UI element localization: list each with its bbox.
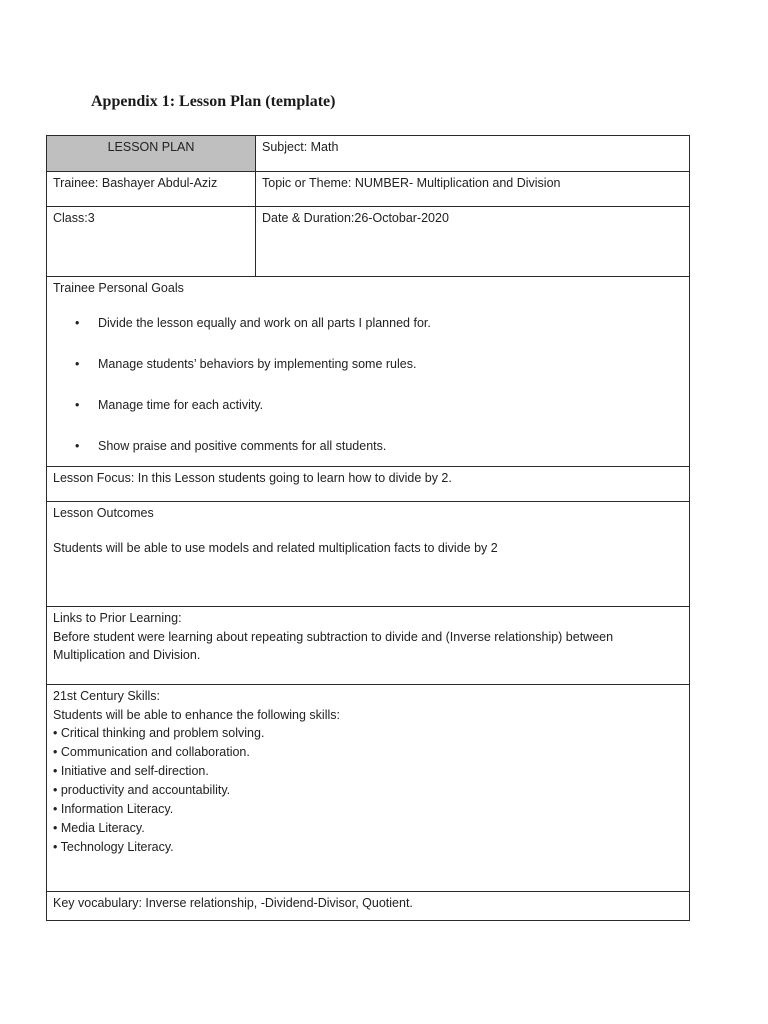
prior-learning-row (47, 607, 690, 685)
focus-row (47, 467, 690, 502)
header-row (47, 136, 690, 172)
subject-cell: Subject: Math (256, 136, 690, 172)
list-item: • Manage time for each activity. (53, 396, 683, 415)
vocabulary-row (47, 892, 690, 921)
lesson-outcomes-text: Students will be able to use models and related multiplication facts to divide by 2 (53, 540, 498, 555)
trainee-cell: Trainee: Bashayer Abdul-Aziz (47, 172, 256, 207)
prior-learning-heading: Links to Prior Learning: (53, 611, 182, 625)
prior-learning-text: Before student were learning about repeating subtraction to divide and (Inverse relationship) between Multiplication and Division. (53, 629, 614, 662)
list-item: • Communication and collaboration. (53, 745, 250, 759)
personal-goals-cell (47, 277, 690, 467)
lesson-focus-cell: Lesson Focus: In this Lesson students going to learn how to divide by 2. (47, 467, 690, 502)
lesson-plan-table (46, 135, 690, 921)
personal-goals-list (53, 314, 683, 456)
lesson-outcomes-heading: Lesson Outcomes (53, 506, 154, 520)
document-title: Appendix 1: Lesson Plan (template) (91, 93, 336, 110)
list-item: • Show praise and positive comments for all students. (53, 437, 683, 456)
bullet-icon: • (75, 438, 80, 453)
bullet-icon: • (75, 397, 80, 412)
list-item: • productivity and accountability. (53, 783, 231, 797)
class-row (47, 207, 690, 277)
century-skills-cell (47, 685, 690, 892)
bullet-icon: • (75, 315, 80, 330)
trainee-row (47, 172, 690, 207)
goals-row (47, 277, 690, 467)
topic-cell: Topic or Theme: NUMBER- Multiplication and Division (256, 172, 690, 207)
list-item: • Information Literacy. (53, 802, 174, 816)
century-skills-intro: Students will be able to enhance the following skills: (53, 707, 340, 722)
century-skills-list (53, 724, 683, 857)
class-cell: Class:3 (47, 207, 256, 277)
list-item: • Divide the lesson equally and work on all parts I planned for. (53, 314, 683, 333)
key-vocabulary-cell: Key vocabulary: Inverse relationship, -Dividend-Divisor, Quotient. (47, 892, 690, 921)
lesson-outcomes-cell (47, 502, 690, 607)
date-duration-cell: Date & Duration:26-Octobar-2020 (256, 207, 690, 277)
list-item: • Initiative and self-direction. (53, 764, 209, 778)
lesson-plan-header-cell: LESSON PLAN (47, 136, 256, 172)
list-item: • Critical thinking and problem solving. (53, 726, 265, 740)
list-item: • Media Literacy. (53, 821, 145, 835)
outcomes-row (47, 502, 690, 607)
prior-learning-cell (47, 607, 690, 685)
list-item: • Technology Literacy. (53, 840, 174, 854)
skills-row (47, 685, 690, 892)
century-skills-heading: 21st Century Skills: (53, 689, 160, 703)
bullet-icon: • (75, 356, 80, 371)
list-item: • Manage students’ behaviors by implementing some rules. (53, 355, 683, 374)
personal-goals-heading: Trainee Personal Goals (53, 281, 184, 295)
